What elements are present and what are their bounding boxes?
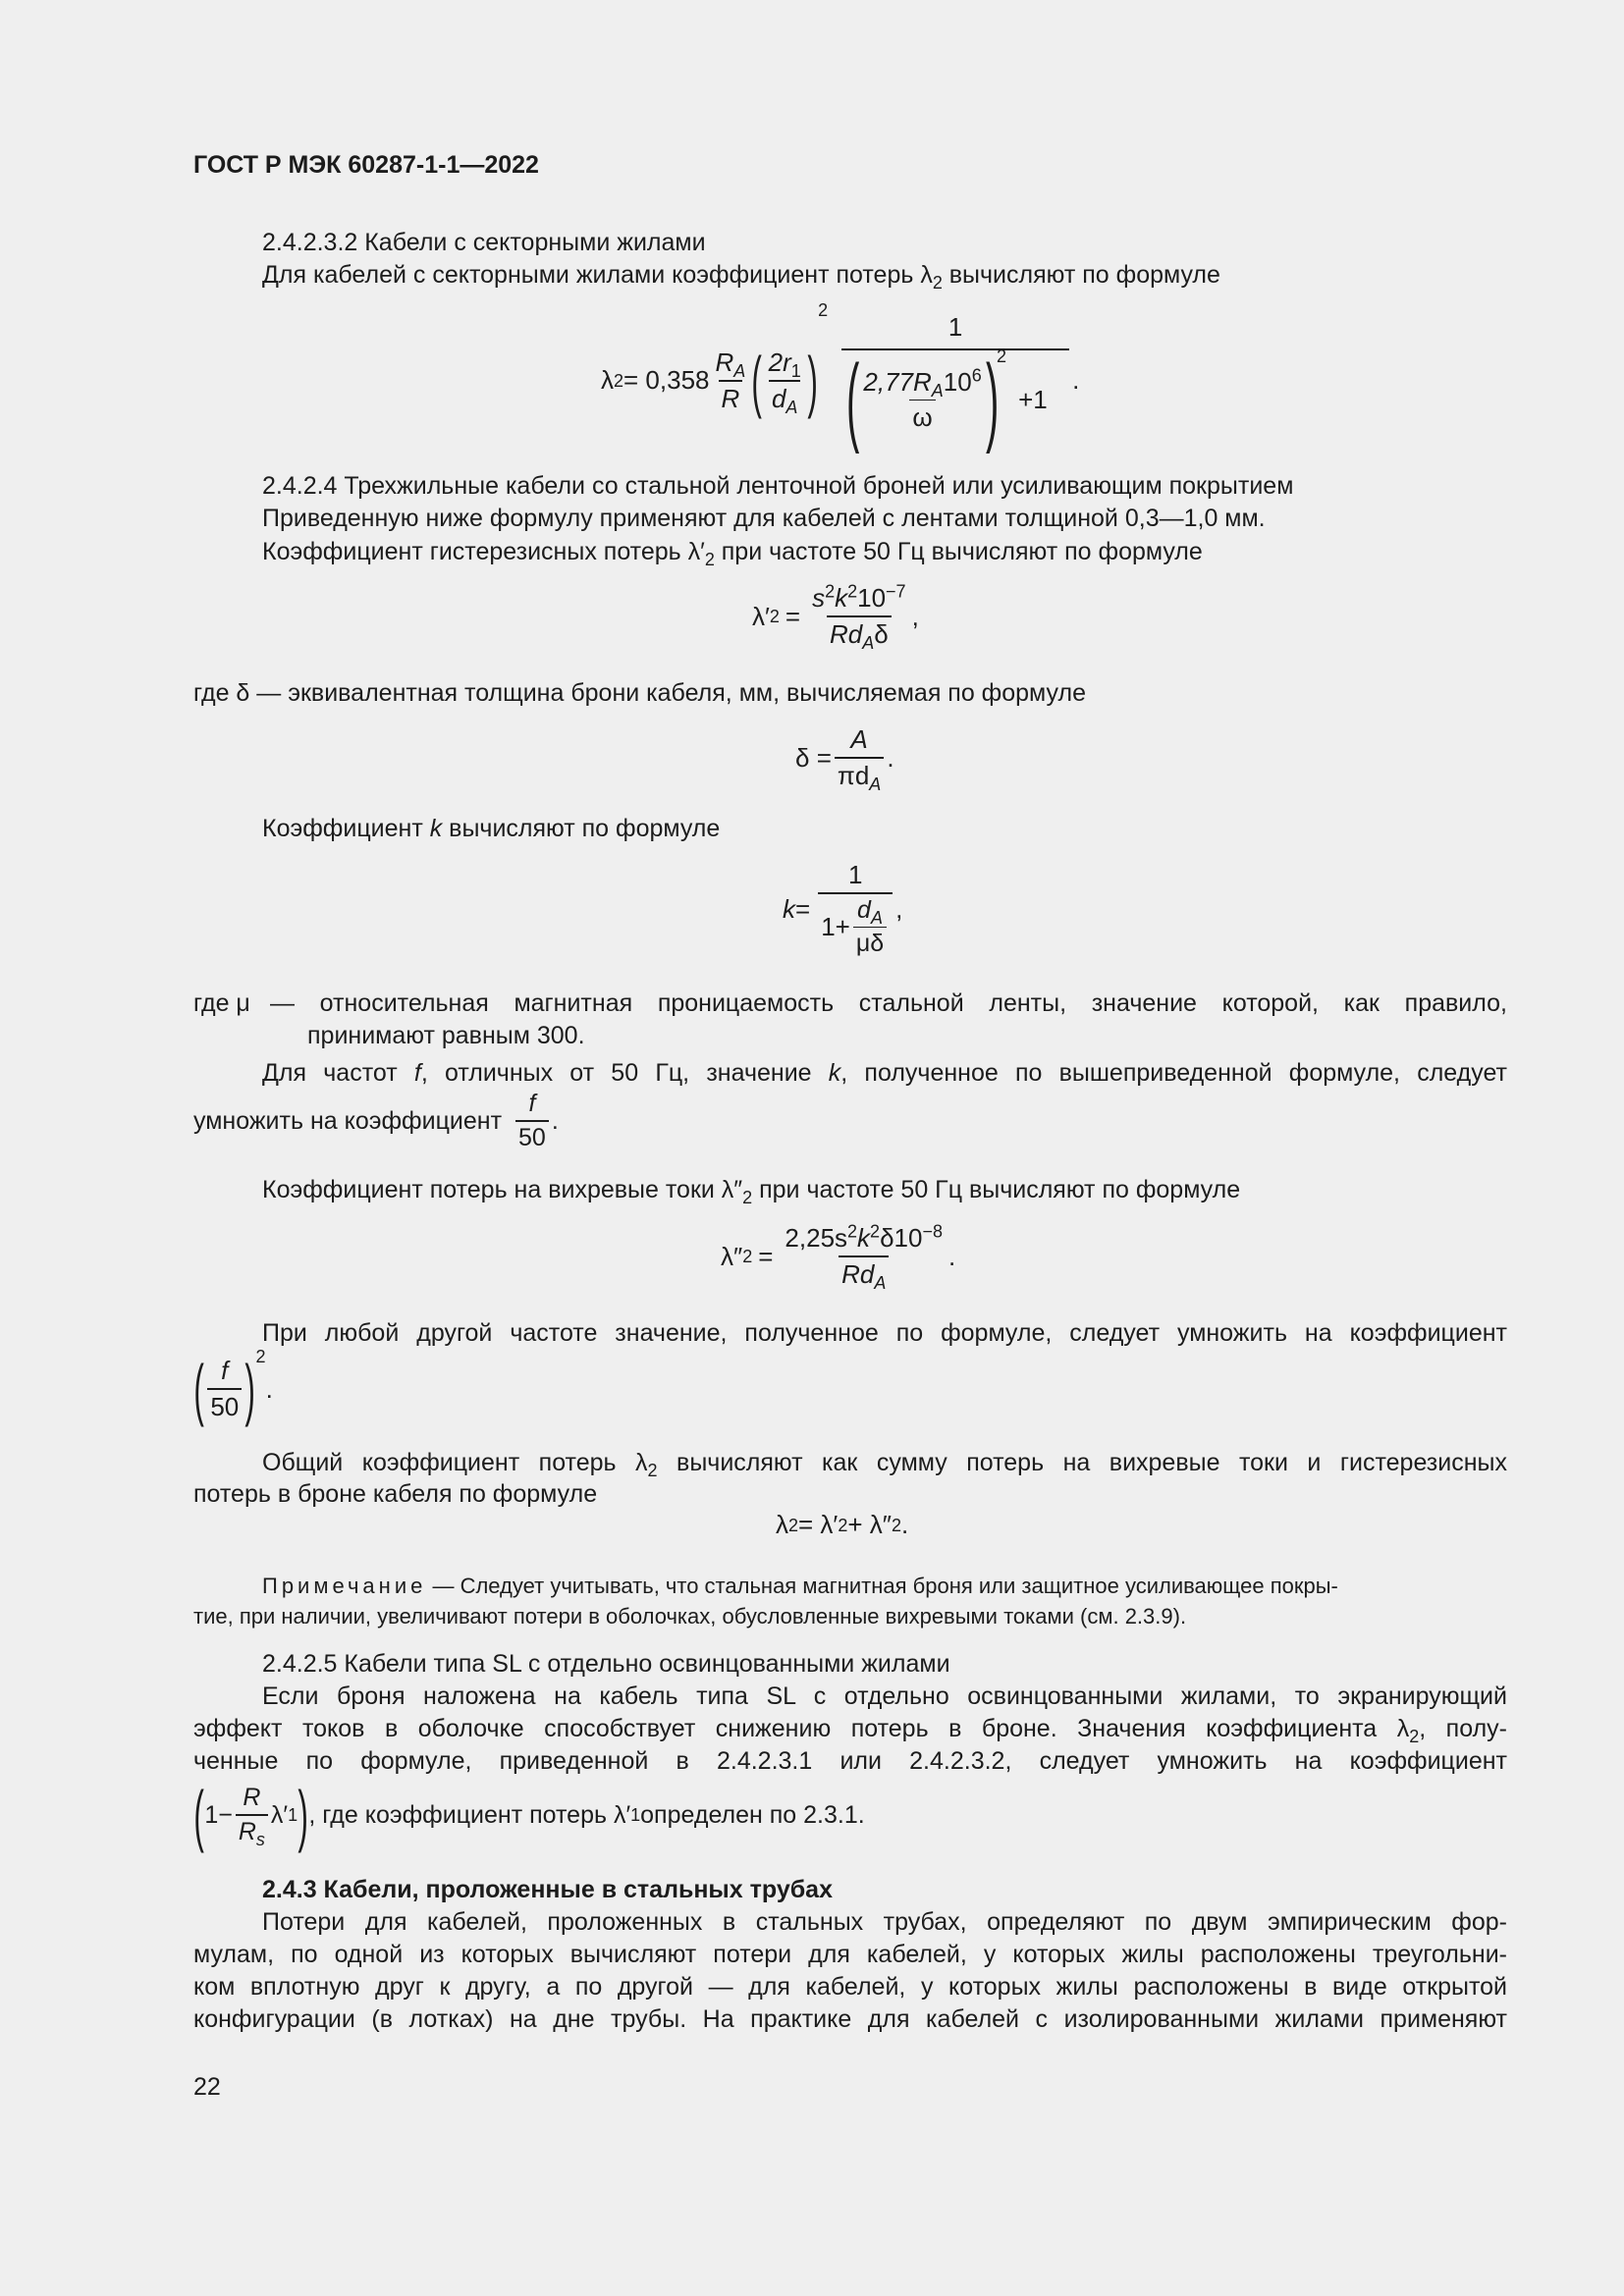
section-title-2-4-2-5: 2.4.2.5 Кабели типа SL с отдельно освинцованными жилами [262,1650,950,1678]
paragraph: Коэффициент гистерезисных потерь $\lambda'_2$ при частоте 50 Гц вычисляют по формуле [262,538,1203,569]
note: Примечание — Следует учитывать, что стальная магнитная броня или защитное усиливающее покры- [262,1574,1338,1598]
paragraph: эффект токов в оболочке способствует снижению потерь в броне. Значения коэффициента $\lambda_2$, полу- [193,1715,1507,1746]
section-title-2-4-3: 2.4.3 Кабели, проложенные в стальных трубах [262,1876,833,1903]
formula-lambda2-prime: λ′ 2 = $\frac{s^2k^210^{-7}}{Rd_A\delta}$ , [752,581,919,654]
document-header: ГОСТ Р МЭК 60287-1-1—2022 [193,151,539,179]
paragraph-multiply: умножить на коэффициент $\frac{f}{50}$ . [193,1090,559,1151]
paragraph: ком вплотную друг к другу, а по другой — для кабелей, у которых жилы расположены в виде открытой [193,1973,1507,2001]
section-title-2-4-2-4: 2.4.2.4 Трехжильные кабели со стальной ленточной броней или усиливающим покрытием [262,472,1294,500]
where-mu-label: где μ [193,989,250,1017]
paragraph: Приведенную ниже формулу применяют для кабелей с лентами толщиной 0,3—1,0 мм. [262,505,1266,532]
formula-lambda2-sector: λ 2 = 0,358 $\frac{R_A}{R}$ ( $\frac{2r_1}{d_A}$ ) 2 1 ( $\frac{2,77R_A10^6}{\omega}$ ) 2 +1 . [601,300,1080,454]
note-continued: тие, при наличии, увеличивают потери в оболочках, обусловленные вихревыми токами (см. 2.3.9). [193,1604,1187,1629]
paragraph: потерь в броне кабеля по формуле [193,1480,598,1508]
paragraph: При любой другой частоте значение, полученное по формуле, следует умножить на коэффициент [262,1319,1507,1347]
paragraph: принимают равным 300. [307,1022,585,1049]
page-number: 22 [193,2073,221,2101]
paragraph: Общий коэффициент потерь $\lambda_2$ вычисляют как сумму потерь на вихревые токи и гистерезисных [262,1449,1508,1480]
paragraph: Для кабелей с секторными жилами коэффициент потерь $\lambda_2$ вычисляют по формуле [262,261,1220,293]
formula-delta: δ = $\frac{A}{\pi d_A}$ . [795,724,894,795]
paragraph: ченные по формуле, приведенной в 2.4.2.3.1 или 2.4.2.3.2, следует умножить на коэффициент [193,1747,1507,1775]
paragraph: Для частот f, отличных от 50 Гц, значение k, полученное по вышеприведенной формуле, следует [262,1059,1507,1087]
paragraph: Коэффициент потерь на вихревые токи $\lambda''_2$ при частоте 50 Гц вычисляют по формуле [262,1176,1241,1207]
formula-f-over-50-squared: ( $\frac{f}{50}$ ) 2 . [193,1347,273,1427]
formula-lambda2-double-prime: λ″ 2 = $\frac{2,25s^2k^2\delta 10^{-8}}{Rd_A}$ . [721,1221,956,1294]
paragraph: — относительная магнитная проницаемость стальной ленты, значение которой, как правило, [270,989,1507,1017]
formula-lambda2-total: λ 2 = λ′ 2 + λ″ 2 . [776,1510,909,1539]
paragraph: Потери для кабелей, проложенных в стальных трубах, определяют по двум эмпирическим фор- [262,1908,1507,1936]
paragraph: где δ — эквивалентная толщина брони кабеля, мм, вычисляемая по формуле [193,679,1086,707]
paragraph: Коэффициент k вычисляют по формуле [262,815,721,842]
paragraph: мулам, по одной из которых вычисляют потери для кабелей, у которых жилы расположены треугольни- [193,1941,1507,1968]
section-title-2-4-2-3-2: 2.4.2.3.2 Кабели с секторными жилами [262,229,706,256]
formula-sl-coefficient: ( 1− $\frac{R}{R_s}$ λ′ 1 ) , где коэффициент потерь λ′ 1 определен по 2.3.1. [193,1777,865,1853]
formula-k: k = 1 1+ $\frac{d_A}{\mu\delta}$ , [783,860,903,957]
paragraph: конфигурации (в лотках) на дне трубы. На практике для кабелей с изолированными жилами применяют [193,2005,1507,2033]
paragraph: Если броня наложена на кабель типа SL с отдельно освинцованными жилами, то экранирующий [262,1682,1507,1710]
